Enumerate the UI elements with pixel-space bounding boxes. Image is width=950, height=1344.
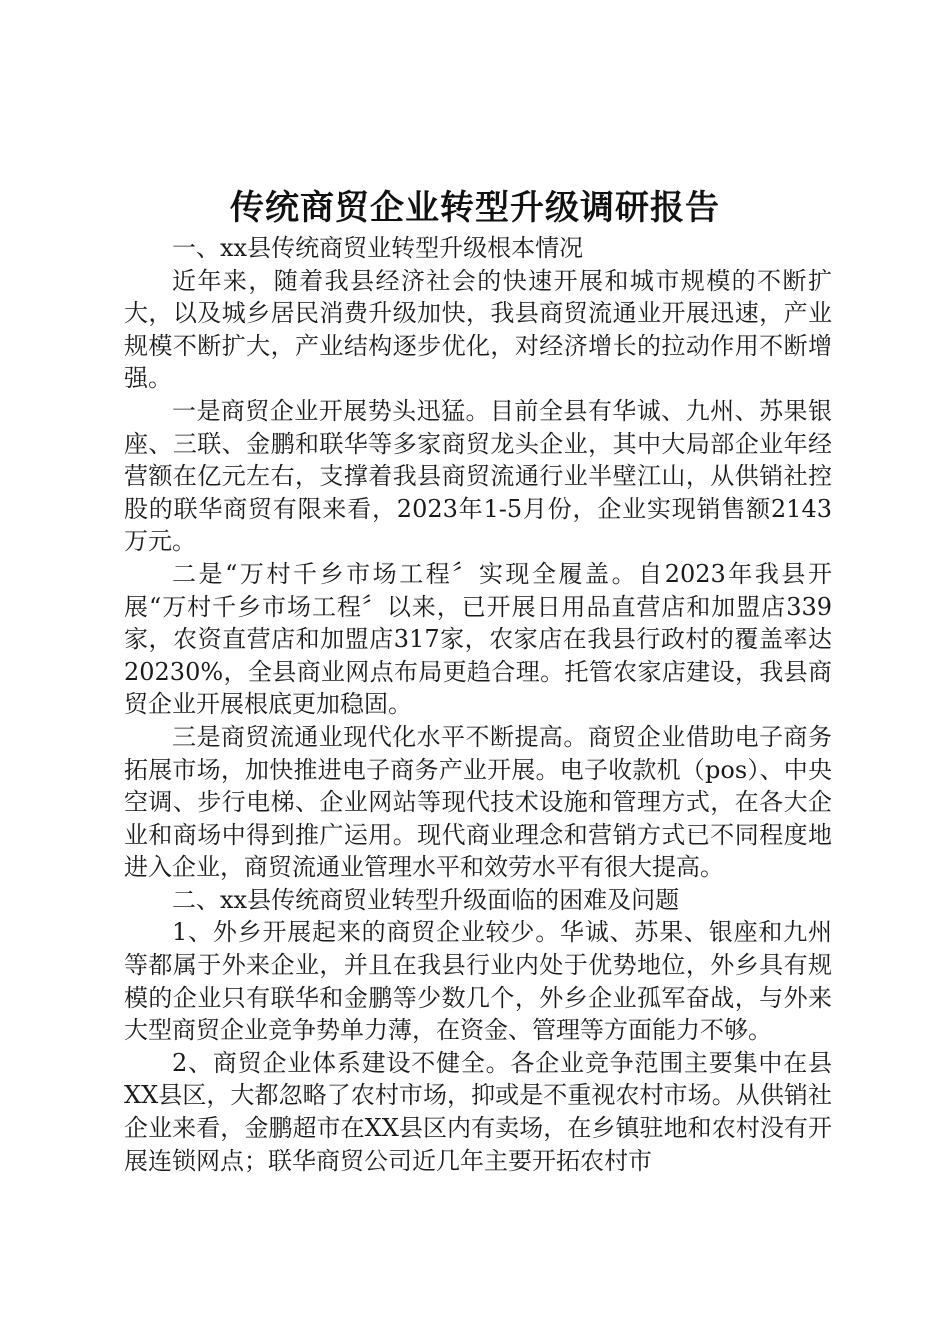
section-heading-1: 一、xx县传统商贸业转型升级根本情况 — [172, 234, 584, 262]
paragraph-problem-1: 1、外乡开展起来的商贸企业较少。华诚、苏果、银座和九州等都属于外来企业，并且在我县行业内处于优势地位，外乡具有规模的企业只有联华和金鹏等少数几个，外乡企业孤军奋战，与外来大型商贸企业竞争势单力薄，在资金、管理等方面能力不够。 — [124, 918, 832, 1045]
document-title: 传统商贸企业转型升级调研报告 — [230, 188, 720, 228]
paragraph-point-1: 一是商贸企业开展势头迅猛。目前全县有华诚、九州、苏果银座、三联、金鹏和联华等多家商贸龙头企业，其中大局部企业年经营额在亿元左右，支撑着我县商贸流通行业半壁江山，从供销社控股的联华商贸有限来看，2023年1-5月份，企业实现销售额2143万元。 — [124, 396, 832, 556]
section-heading-2: 二、xx县传统商贸业转型升级面临的困难及问题 — [172, 885, 680, 914]
paragraph-point-2: 二是“万村千乡市场工程〞实现全履盖。自2023年我县开展“万村千乡市场工程〞以来，已开展日用品直营店和加盟店339家，农资直营店和加盟店317家，农家店在我县行政村的覆盖率达20230%，全县商业网点布局更趋合理。托管农家店建设，我县商贸企业开展根底更加稳固。 — [124, 559, 832, 719]
document-body — [124, 232, 832, 1177]
paragraph-point-3: 三是商贸流通业现代化水平不断提高。商贸企业借助电子商务拓展市场，加快推进电子商务产业开展。电子收款机（pos）、中央空调、步行电梯、企业网站等现代技术设施和管理方式，在各大企业和商场中得到推广运用。现代商业理念和营销方式已不同程度地进入企业，商贸流通业管理水平和效劳水平有很大提高。 — [124, 722, 832, 882]
paragraph-intro: 近年来，随着我县经济社会的快速开展和城市规模的不断扩大，以及城乡居民消费升级加快，我县商贸流通业开展迅速，产业规模不断扩大，产业结构逐步优化，对经济增长的拉动作用不断增强。 — [124, 266, 832, 393]
paragraph-problem-2: 2、商贸企业体系建设不健全。各企业竞争范围主要集中在县XX县区，大都忽略了农村市场，抑或是不重视农村市场。从供销社企业来看，金鹏超市在XX县区内有卖场，在乡镇驻地和农村没有开展连锁网点；联华商贸公司近几年主要开拓农村市 — [124, 1048, 832, 1175]
